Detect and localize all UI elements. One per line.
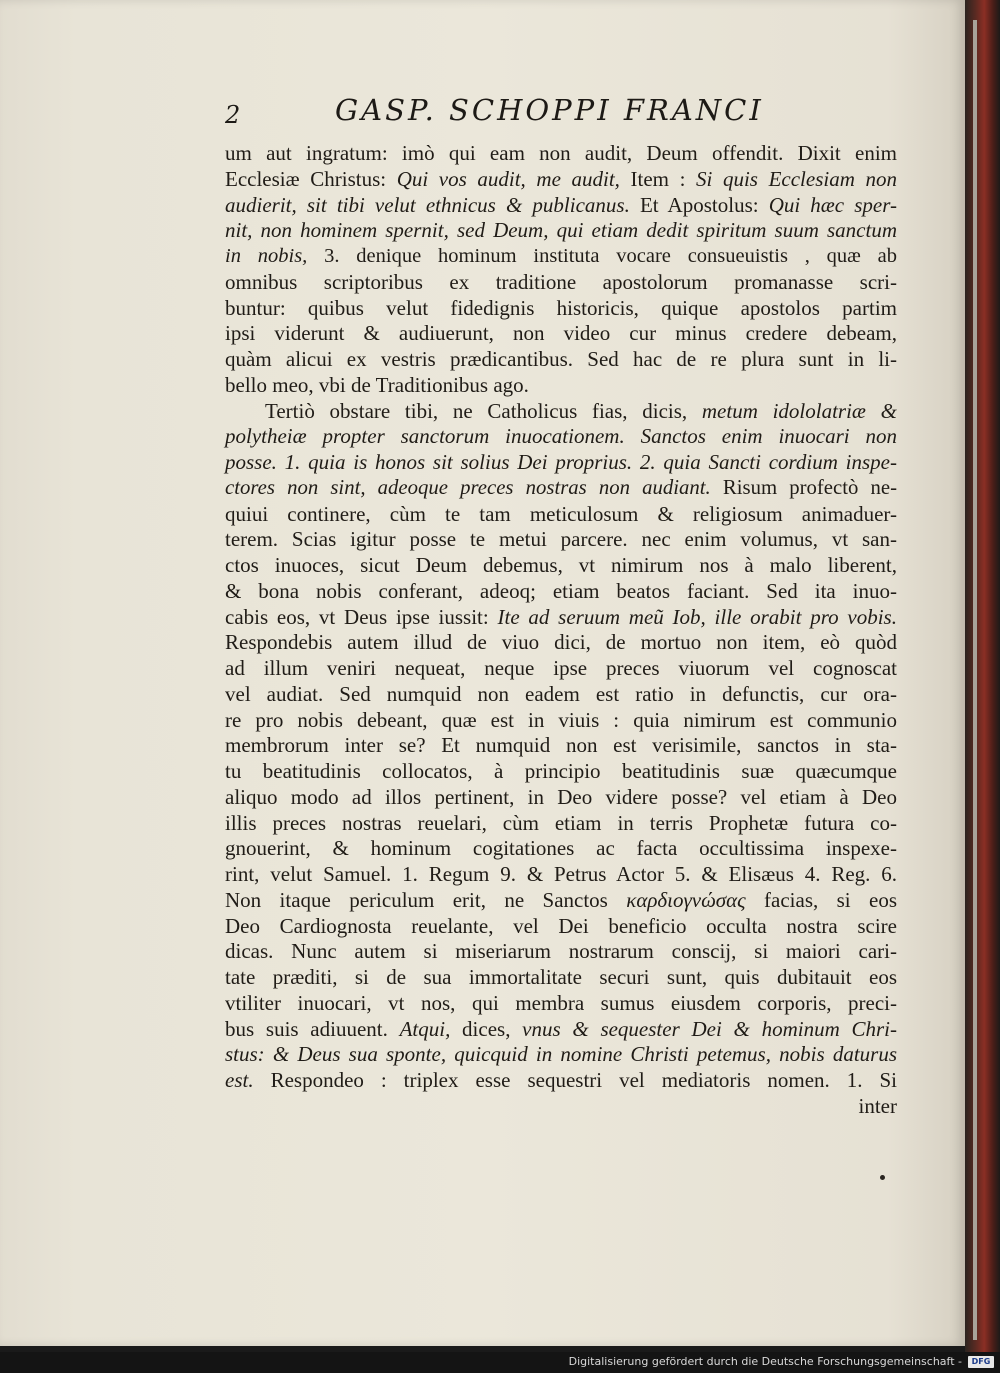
roman-text: aliquo modo ad illos pertinent, in Deo videre posse? vel etiam à Deo: [225, 784, 897, 809]
body-text: [225, 141, 897, 1120]
roman-text: buntur: quibus velut fidedignis historicis, quique apostolos partim: [225, 295, 897, 320]
text-line: [225, 759, 897, 785]
text-line: [225, 1068, 897, 1094]
roman-text: cabis eos, vt Deus ipse iussit:: [225, 604, 498, 629]
roman-text: quàm alicui ex vestris prædicantibus. Sed hac de re plura sunt in li-: [225, 347, 897, 371]
roman-text: & bona nobis conferant, adeoq; etiam beatos faciant. Sed ita inuo-: [225, 578, 897, 603]
page-number: 2: [225, 101, 241, 129]
page-mark: [880, 1175, 885, 1180]
italic-text: stus: & Deus sua sponte, quicquid in nomine Christi petemus, nobis daturus: [225, 1042, 897, 1067]
roman-text: vtiliter inuocari, vt nos, qui membra sumus eiusdem corporis, preci-: [225, 990, 897, 1015]
italic-text: Si quis Ecclesiam non: [696, 166, 897, 191]
text-line: [225, 939, 897, 965]
text-line: [225, 965, 897, 991]
text-line: [225, 141, 897, 167]
roman-text: Risum profectò ne-: [710, 476, 897, 499]
roman-text: Respondeo : triplex esse sequestri vel mediatoris nomen. 1. Si: [253, 1068, 897, 1092]
text-line: [225, 605, 897, 631]
roman-text: gnouerint, & hominum cogitationes ac facta occultissima inspexe-: [225, 836, 897, 861]
italic-text: Atqui,: [399, 1016, 451, 1041]
text-line: [225, 527, 897, 553]
text-line: [225, 708, 897, 734]
roman-text: quiui continere, cùm te tam meticulosum & religiosum animaduer-: [225, 501, 897, 526]
italic-text: posse. 1. quia is honos sit solius Dei proprius. 2. quia Sancti cordium inspe-: [225, 450, 897, 474]
roman-text: ipsi viderunt & audiuerunt, non video cur minus credere debeam,: [225, 321, 897, 346]
roman-text: omnibus scriptoribus ex traditione apostolorum promanasse scri-: [225, 269, 897, 294]
text-line: [225, 579, 897, 605]
text-line: [225, 811, 897, 837]
roman-text: Respondebis autem illud de viuo dici, de mortuo non item, eò quòd: [225, 630, 897, 655]
italic-text: vnus & sequester Dei & hominum Chri-: [522, 1016, 897, 1041]
page-edge-paper: [973, 20, 977, 1340]
italic-text: est.: [225, 1068, 254, 1092]
roman-text: vel audiat. Sed numquid non eadem est ratio in defunctis, cur ora-: [225, 681, 897, 706]
text-line: [225, 296, 897, 322]
text-line: [225, 785, 897, 811]
roman-text: tate præditi, si de sua immortalitate securi sunt, quis dubitauit eos: [225, 965, 897, 989]
text-line: [225, 1042, 897, 1068]
text-line: [225, 502, 897, 528]
roman-text: dices,: [450, 1016, 523, 1041]
italic-text: καρδιογνώσας: [626, 887, 746, 912]
italic-text: metum idololatriæ &: [701, 398, 897, 423]
roman-text: facias, si eos: [745, 887, 897, 912]
italic-text: Ite ad seruum meũ Iob, ille orabit pro vobis.: [497, 604, 897, 629]
text-line: [225, 836, 897, 862]
text-line: [225, 1017, 897, 1043]
text-line: [225, 373, 897, 399]
italic-text: Qui vos audit, me audit,: [396, 166, 620, 191]
roman-text: dicas. Nunc autem si miseriarum nostrarum conscij, si maiori cari-: [225, 939, 897, 964]
italic-text: audierit, sit tibi velut ethnicus & publicanus.: [225, 192, 630, 217]
roman-text: ad illum veniri nequeat, neque ipse preces viuorum vel cognoscat: [225, 656, 897, 680]
roman-text: ctos inuoces, sicut Deum debemus, vt nimirum nos à malo liberent,: [225, 553, 897, 577]
italic-text: ctores non sint, adeoque preces nostras non audiant.: [225, 476, 711, 499]
text-line: [225, 193, 897, 219]
roman-text: um aut ingratum: imò qui eam non audit, Deum offendit. Dixit enim: [225, 141, 897, 165]
text-line: [225, 733, 897, 759]
italic-text: nit, non hominem spernit, sed Deum, qui etiam dedit spiritum suum sanctum: [225, 218, 897, 243]
roman-text: membrorum inter se? Et numquid non est verisimile, sanctos in sta-: [225, 733, 897, 758]
catchword: inter: [858, 1093, 897, 1118]
text-line: [225, 656, 897, 682]
text-line: [225, 682, 897, 708]
text-line: [225, 424, 897, 450]
dfg-logo-icon: DFG: [968, 1356, 994, 1368]
italic-text: Qui hæc sper-: [768, 192, 897, 217]
running-head: GASP. SCHOPPI FRANCI: [335, 93, 764, 127]
page-header: [225, 93, 885, 139]
roman-text: Deo Cardiognosta reuelante, vel Dei beneficio occulta nostra scire: [225, 913, 897, 938]
roman-text: illis preces nostras reuelari, cùm etiam in terris Prophetæ futura co-: [225, 810, 897, 835]
text-line: [225, 321, 897, 347]
roman-text: Et Apostolus:: [629, 192, 769, 217]
text-line: [225, 476, 897, 502]
roman-text: rint, velut Samuel. 1. Regum 9. & Petrus Actor 5. & Elisæus 4. Reg. 6.: [225, 862, 897, 886]
italic-text: polytheiæ propter sanctorum inuocationem. Sanctos enim inuocari non: [225, 424, 897, 449]
text-line: [225, 888, 897, 914]
roman-text: 3. denique hominum instituta vocare consueuistis , quæ ab: [307, 245, 897, 267]
text-line: [225, 167, 897, 193]
text-line: [225, 270, 897, 296]
text-line: [225, 630, 897, 656]
footer-bar: [0, 1352, 1000, 1373]
italic-text: in nobis,: [225, 245, 308, 267]
roman-text: re pro nobis debeant, quæ est in viuis : quia nimirum est communio: [225, 707, 897, 732]
roman-text: Tertiò obstare tibi, ne Catholicus fias, dicis,: [265, 398, 702, 423]
text-line: [225, 218, 897, 244]
roman-text: Ecclesiæ Christus:: [225, 166, 397, 191]
text-line: [225, 244, 897, 270]
roman-text: bus suis adiuuent.: [225, 1016, 400, 1041]
text-line: [225, 862, 897, 888]
text-line: [225, 347, 897, 373]
text-line: [225, 399, 897, 425]
roman-text: tu beatitudinis collocatos, à principio beatitudinis suæ quæcumque: [225, 759, 897, 783]
roman-text: bello meo, vbi de Traditionibus ago.: [225, 372, 529, 397]
text-line: [225, 914, 897, 940]
roman-text: terem. Scias igitur posse te metui parcere. nec enim volumus, vt san-: [225, 527, 897, 552]
roman-text: Non itaque periculum erit, ne Sanctos: [225, 887, 627, 912]
page-edge-binding: [965, 0, 1000, 1352]
roman-text: Item :: [619, 166, 697, 191]
text-line: [225, 450, 897, 476]
text-line: [225, 991, 897, 1017]
text-line: [225, 553, 897, 579]
funding-credit: Digitalisierung gefördert durch die Deutsche Forschungsgemeinschaft -: [568, 1355, 962, 1368]
